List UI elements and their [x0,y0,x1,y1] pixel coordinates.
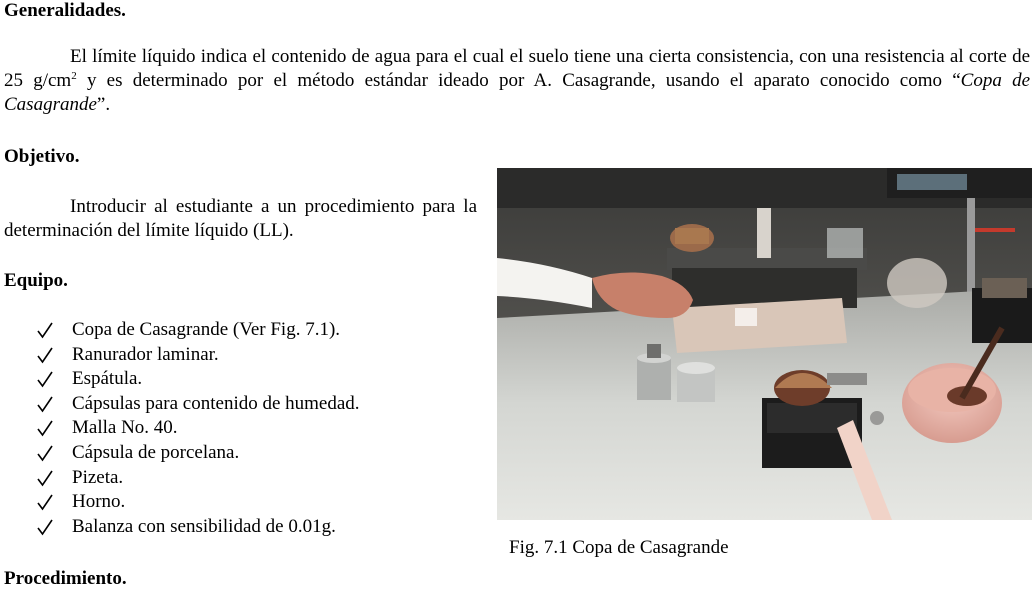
objetivo-text: Introducir al estudiante a un procedimiento para la determinación del límite líquido (LL). [4,196,477,241]
checkmark-icon [36,416,54,440]
equipment-item-label: Cápsula de porcelana. [72,441,240,463]
equipment-item-label: Pizeta. [72,466,124,488]
list-item [0,490,360,515]
equipment-item-label: Horno. [72,491,126,513]
heading-generalidades: Generalidades. [4,0,126,21]
equipment-item-label: Cápsulas para contenido de humedad. [72,392,360,414]
generalidades-text-2: y es determinado por el método estándar ideado por A. Casagrande, usando el aparato conocido como “ [76,70,961,91]
equipment-item-label: Ranurador laminar. [72,343,219,365]
equipment-item-label: Copa de Casagrande (Ver Fig. 7.1). [72,319,341,340]
heading-equipo: Equipo. [4,270,68,291]
equipment-item-label: Espátula. [72,368,143,390]
list-item [0,367,360,392]
equipment-item-label: Balanza con sensibilidad de 0.01g. [72,515,336,537]
checkmark-icon [36,466,54,490]
list-item [0,416,360,441]
paragraph-objetivo [4,195,477,243]
heading-procedimiento: Procedimiento. [4,568,127,589]
lab-scene-illustration [497,168,1032,520]
generalidades-text-end: ”. [96,94,111,115]
equipment-list [0,318,360,539]
casagrande-cup-photo [497,168,1032,520]
generalidades-text-1: El límite líquido indica el contenido de agua para el cual el suelo tiene una cierta consistencia, con una resistencia al corte de 25 g/cm [4,46,1030,91]
checkmark-icon [36,367,54,391]
checkmark-icon [36,515,54,539]
list-item [0,441,360,466]
superscript-2: 2 [71,70,77,82]
checkmark-icon [36,392,54,416]
checkmark-icon [36,318,54,342]
checkmark-icon [36,490,54,514]
list-item [0,515,360,540]
list-item [0,392,360,417]
paragraph-generalidades [4,45,1030,117]
list-item [0,318,360,343]
list-item [0,343,360,368]
checkmark-icon [36,441,54,465]
copa-de-casagrande-italic: Copa de Casagrande [4,70,1031,115]
figure-caption: Fig. 7.1 Copa de Casagrande [509,537,729,558]
list-item [0,466,360,491]
heading-objetivo: Objetivo. [4,146,80,167]
equipment-item-label: Malla No. 40. [72,417,178,439]
checkmark-icon [36,343,54,367]
